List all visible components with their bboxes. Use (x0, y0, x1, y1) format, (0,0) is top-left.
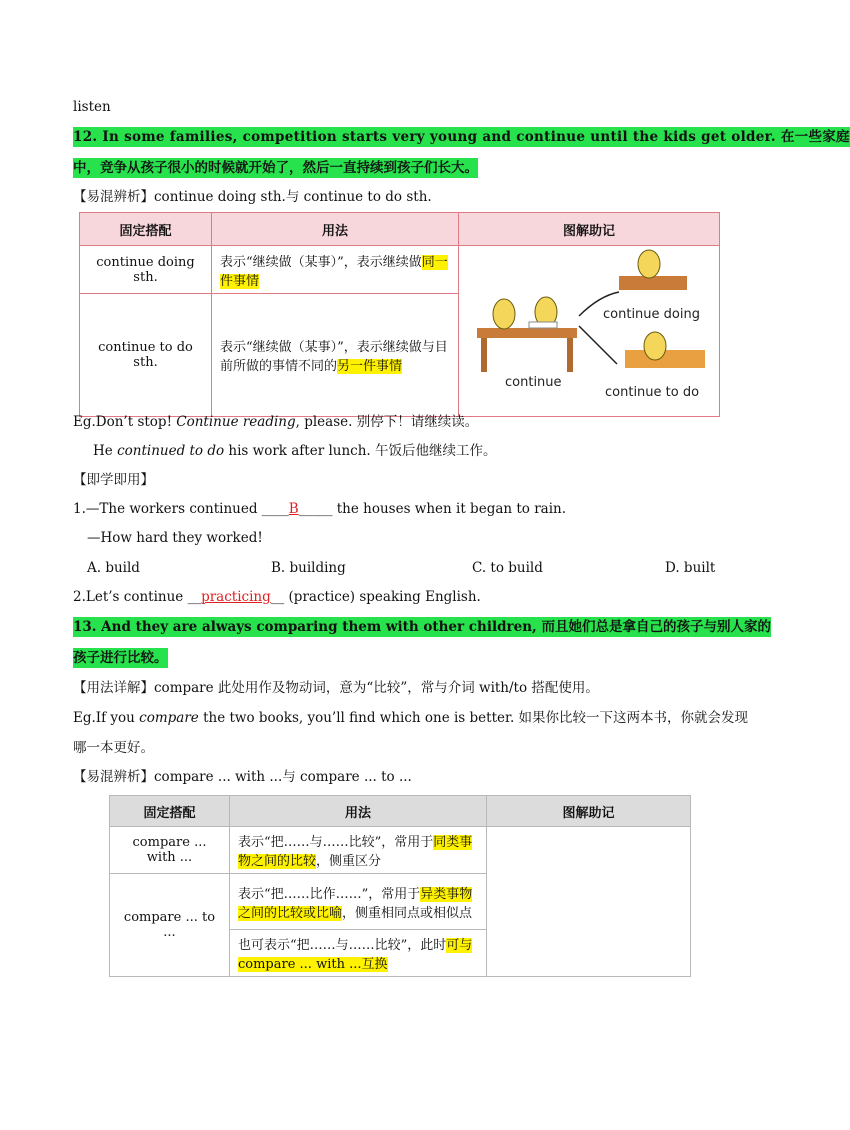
example-3-italic: compare (139, 710, 199, 726)
usage-highlight: 异类事物之间的比较或比喻 (238, 886, 473, 921)
option-d: D. built (665, 560, 716, 576)
phrase-cell: compare ... with ... (110, 827, 230, 874)
kid-figure (638, 250, 660, 278)
desk-leg (481, 338, 487, 372)
question-2 (73, 587, 481, 607)
arrow-down (579, 326, 617, 364)
usage-highlight: 可与 compare ... with ...互换 (238, 938, 473, 972)
option-c: C. to build (472, 560, 543, 576)
example-3-line2: 哪一本更好。 (73, 740, 154, 756)
question-1 (73, 499, 566, 519)
usage-cell (230, 930, 487, 977)
blank-post: __ (270, 589, 285, 605)
sentence-12-line2 (73, 158, 478, 178)
answer-1: B (288, 501, 299, 517)
blank-pre: __ (187, 589, 202, 605)
usage-highlight: 同一件事情 (220, 254, 448, 289)
confuse-note-1 (73, 187, 432, 207)
option-a: A. build (87, 560, 140, 576)
example-3-suffix: the two books, you’ll find which one is better. 如果你比较一下这两本书，你就会发现 (198, 710, 749, 726)
example-1-suffix: , please. 别停下！请继续读。 (295, 414, 479, 430)
answer-2: practicing (201, 589, 271, 605)
usage-text: 表示“继续做（某事）”，表示继续做 (220, 254, 422, 270)
phrase-cell: compare ... to ... (110, 874, 230, 977)
usage-tail: ，侧重相同点或相似点 (342, 905, 473, 921)
desk-top (477, 328, 577, 338)
desk-leg (567, 338, 573, 372)
kid-figure (493, 299, 515, 329)
usage-note (73, 678, 599, 698)
col-header-illustration: 图解助记 (459, 213, 720, 246)
usage-cell (212, 294, 459, 417)
question-2-suffix: (practice) speaking English. (284, 589, 481, 605)
example-3-prefix: Eg.If you (73, 710, 140, 726)
example-1 (73, 412, 478, 432)
usage-text: 也可表示“把……与……比较”，此时 (238, 938, 447, 953)
sentence-12-line1 (73, 127, 850, 147)
desk-top (619, 276, 687, 290)
col-header-phrase: 固定搭配 (80, 213, 212, 246)
confuse-tag-1: 【易混辨析】 (73, 189, 154, 205)
example-2-italic: continued to do (117, 443, 225, 459)
confuse-text-2: compare ... with ...与 compare ... to ... (154, 769, 412, 785)
blank-post: _____ (298, 501, 333, 517)
example-2 (93, 441, 497, 461)
usage-cell (230, 874, 487, 930)
continue-illustration (459, 246, 717, 412)
question-1-reply: —How hard they worked! (87, 530, 263, 546)
example-1-italic: Continue reading (176, 414, 296, 430)
usage-cell (212, 246, 459, 294)
usage-tag: 【用法详解】 (73, 680, 154, 696)
usage-text: 表示“把……与……比较”，常用于 (238, 835, 434, 850)
option-b: B. building (271, 560, 346, 576)
confuse-note-2 (73, 767, 412, 787)
usage-text: compare 此处用作及物动词，意为“比较”，常与介词 with/to 搭配使用。 (154, 680, 599, 696)
sentence-12-line2-text: 中，竞争从孩子很小的时候就开始了，然后一直持续到孩子们长大。 (73, 160, 478, 176)
example-3 (73, 708, 748, 728)
continue-table (79, 212, 720, 417)
compare-table (109, 795, 691, 977)
label-continue-to-do: continue to do (605, 385, 700, 400)
illustration-cell (459, 246, 720, 417)
sentence-13-line2 (73, 648, 168, 668)
confuse-text-1: continue doing sth.与 continue to do sth. (154, 189, 432, 205)
usage-highlight: 同类事物之间的比较 (238, 835, 473, 869)
sentence-13-cn: 而且她们总是拿自己的孩子与别人家的 (536, 619, 771, 635)
col-header-usage: 用法 (212, 213, 459, 246)
phrase-cell: continue doing sth. (80, 246, 212, 294)
usage-tail: ，侧重区分 (316, 854, 382, 869)
blank-pre: ____ (261, 501, 289, 517)
usage-cell (230, 827, 487, 874)
book-icon (529, 322, 557, 328)
example-2-prefix: He (93, 443, 118, 459)
usage-text: 表示“继续做（某事）”，表示继续做与目前所做的事情不同的 (220, 340, 448, 375)
label-continue-doing: continue doing (603, 307, 700, 322)
col-header-phrase: 固定搭配 (110, 796, 230, 827)
phrase-cell: continue to do sth. (80, 294, 212, 417)
example-2-suffix: his work after lunch. 午饭后他继续工作。 (224, 443, 497, 459)
question-1-suffix: the houses when it began to rain. (332, 501, 567, 517)
sentence-12-cn: 在一些家庭 (775, 129, 850, 145)
sentence-13-line1 (73, 617, 771, 637)
label-continue: continue (505, 375, 562, 390)
question-2-prefix: 2.Let’s continue (73, 589, 188, 605)
table-row (80, 246, 720, 294)
compare-table-header (110, 796, 691, 827)
usage-highlight: 另一件事情 (337, 359, 403, 375)
illustration-cell (487, 827, 691, 977)
confuse-tag-2: 【易混辨析】 (73, 769, 154, 785)
continue-table-header (80, 213, 720, 246)
intro-word: listen (73, 99, 111, 115)
sentence-13-en: 13. And they are always comparing them with other children, (73, 619, 537, 635)
question-1-prefix: 1.—The workers continued (73, 501, 262, 517)
kid-figure (644, 332, 666, 360)
example-1-prefix: Eg.Don’t stop! (73, 414, 177, 430)
col-header-illustration: 图解助记 (487, 796, 691, 827)
sentence-12-en: 12. In some families, competition starts very young and continue until the kids get older. (73, 129, 776, 145)
table-row (110, 827, 691, 874)
sentence-13-line2-text: 孩子进行比较。 (73, 650, 168, 666)
col-header-usage: 用法 (230, 796, 487, 827)
practice-tag: 【即学即用】 (73, 472, 154, 488)
usage-text: 表示“把……比作……”，常用于 (238, 886, 421, 902)
